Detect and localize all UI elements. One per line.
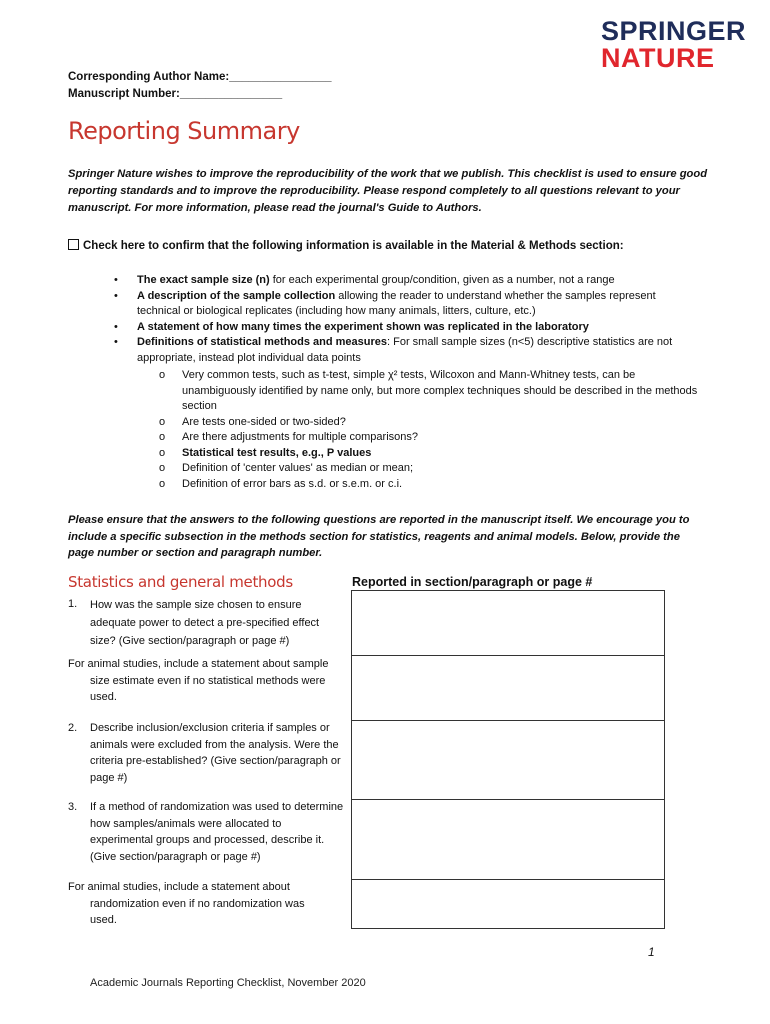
list-item-text: allowing the reader to understand whether the samples represent technical or biological replicates (including how many animals, litters, culture, etc.) [137,289,656,317]
springer-nature-logo [601,18,746,72]
sub-item-text: Are tests one-sided or two-sided? [182,415,346,428]
question-number: 3. [68,801,78,813]
question-1 [68,596,340,650]
question-text: For animal studies, include a statement about sample size estimate even if no statistical methods were used. [68,658,329,703]
sub-marker: o [159,446,166,459]
checkbox-icon[interactable] [68,239,79,250]
list-item-bold: A statement of how many times the experiment shown was replicated in the laboratory [137,320,589,333]
sub-item [110,446,700,462]
answer-box-2[interactable] [352,720,664,799]
answer-box-1-animal[interactable] [352,655,664,720]
sub-item-text: Are there adjustments for multiple comparisons? [182,431,418,443]
list-item [110,320,700,336]
sub-marker: o [159,369,166,381]
question-1-animal [68,656,344,706]
question-3-animal [68,879,330,929]
confirm-checkbox-row[interactable] [68,239,624,252]
list-item-bold: A description of the sample collection [137,289,336,302]
page-title: Reporting Summary [68,117,300,145]
sub-item [110,415,700,431]
intro-paragraph: Springer Nature wishes to improve the reproducibility of the work that we publish. This checklist is used to ensure good reporting standards and to improve the reproducibility. Please respond completely to all questions relevant to your manuscript. For more information, please read the journal's Guide to Authors. [68,168,708,214]
logo-line-2: NATURE [600,43,715,73]
list-item-text: : For small sample sizes (n<5) descriptive statistics are not appropriate, instead plot individual data points [137,336,673,364]
question-text: Describe inclusion/exclusion criteria if samples or animals were excluded from the analysis. Were the criteria pre-established? (Give section/paragraph or page #) [90,722,341,784]
question-number: 2. [68,722,78,734]
section-heading: Statistics and general methods [68,573,293,591]
list-item [110,273,700,289]
author-name-field[interactable]: Corresponding Author Name:________________ [68,71,332,83]
logo-line-1: SPRINGER [600,16,746,46]
sub-marker: o [159,431,166,443]
manuscript-number-field[interactable]: Manuscript Number:________________ [68,88,283,100]
answer-box-3-animal[interactable] [352,879,664,928]
sub-item-text: Definition of error bars as s.d. or s.e.m. or c.i. [182,477,403,490]
list-item [110,289,700,320]
sub-marker: o [159,415,166,428]
sub-item [110,368,700,415]
sub-item [110,430,700,446]
sub-marker: o [159,462,166,474]
question-text: If a method of randomization was used to determine how samples/animals were allocated to experimental groups and processed, describe it. (Give section/paragraph or page #) [90,801,344,863]
sub-item-text: Statistical test results, e.g., P values [182,446,372,459]
sub-item [110,461,700,477]
answer-table [351,590,665,929]
sub-item-text: Very common tests, such as t-test, simple χ² tests, Wilcoxon and Mann-Whitney tests, can be unambiguously identified by name only, but more complex techniques should be described in the methods section [182,369,698,412]
question-3 [68,799,344,865]
answer-box-1[interactable] [352,591,664,655]
question-text: For animal studies, include a statement about randomization even if no randomization was used. [68,881,305,926]
sub-item [110,477,700,493]
checkbox-label: Check here to confirm that the following information is available in the Material & Methods section: [83,240,624,252]
page-number: 1 [648,945,655,959]
footer-text: Academic Journals Reporting Checklist, November 2020 [90,977,366,989]
sub-marker: o [159,477,166,490]
question-2 [68,720,344,786]
question-number: 1. [68,598,78,610]
list-item-bold: Definitions of statistical methods and measures [137,336,388,348]
list-item-bold: The exact sample size (n) [137,274,270,286]
answer-box-3[interactable] [352,799,664,879]
question-text: How was the sample size chosen to ensure adequate power to detect a pre-specified effect size? (Give section/paragraph or page #) [90,599,320,647]
sub-item-text: Definition of 'center values' as median or mean; [182,462,414,474]
list-item-text: for each experimental group/condition, given as a number, not a range [269,274,615,286]
list-item [110,335,700,366]
requirements-list [110,273,700,492]
ensure-paragraph: Please ensure that the answers to the following questions are reported in the manuscript itself. We encourage you to include a specific subsection in the methods section for statistics, reagents and animal models. Below, provide the page number or section and paragraph number. [68,514,690,559]
header-meta [68,69,332,103]
column-heading: Reported in section/paragraph or page # [352,575,593,589]
